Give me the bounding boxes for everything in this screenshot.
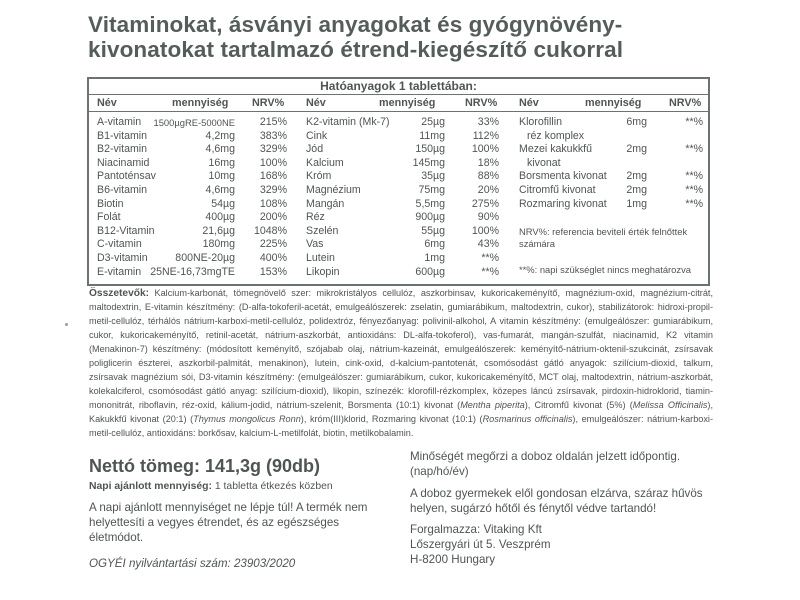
ingredients-paragraph: [89, 287, 713, 440]
header-amount-2: mennyiség: [379, 97, 436, 109]
ingredient-name: K2-vitamin (Mk-7): [306, 116, 390, 128]
ingredients-italic-3: Thymus mongolicus Ronn: [193, 413, 301, 424]
ingredient-amount: 1mg: [424, 252, 445, 264]
ingredient-amount: 900µg: [415, 211, 445, 224]
ingredient-name: Borsmenta kivonat: [519, 170, 607, 183]
header-amount-3: mennyiség: [585, 97, 642, 109]
ingredient-nrv: 108%: [259, 197, 287, 210]
ingredient-name: B6-vitamin: [97, 184, 148, 196]
header-name-3: Név: [519, 97, 539, 109]
table-heading: Hatóanyagok 1 tablettában:: [320, 79, 477, 93]
ingredient-name: Likopin: [306, 265, 340, 278]
nrv-note: [519, 226, 687, 250]
header-amount-1: mennyiség: [172, 97, 229, 109]
table-divider-top: [89, 94, 708, 95]
distributor-line-1: Forgalmazza: Vitaking Kft: [410, 523, 542, 536]
ingredient-amount: 35µg: [421, 170, 445, 183]
ingredients-label: Összetevők:: [89, 288, 150, 299]
ogyei-registration: OGYÉI nyilvántartási szám: 23903/2020: [89, 557, 296, 570]
ingredients-italic-4: Rosmarinus officinalis: [482, 413, 573, 424]
ingredient-nrv: 112%: [472, 129, 499, 142]
ingredient-nrv: **%: [685, 170, 703, 183]
stray-dot: [65, 323, 68, 326]
ingredient-amount: 2mg: [626, 184, 647, 196]
header-nrv-2: NRV%: [465, 97, 498, 109]
ingredient-nrv: 33%: [477, 116, 499, 128]
ingredient-nrv: 383%: [259, 129, 287, 142]
ingredients-italic-1: Mentha piperita: [460, 399, 525, 410]
ingredient-nrv: 43%: [477, 238, 499, 251]
net-weight: Nettó tömeg: 141,3g (90db): [89, 456, 321, 476]
ingredient-nrv: 200%: [259, 211, 287, 224]
ingredient-name-continued: réz komplex: [527, 129, 585, 142]
ingredient-name: Kalcium: [306, 156, 344, 169]
ingredient-amount: 150µg: [415, 143, 445, 156]
ingredient-amount: 10mg: [208, 170, 235, 183]
header-nrv-3: NRV%: [669, 97, 702, 109]
ingredient-nrv: 329%: [259, 184, 287, 196]
ingredient-amount: 6mg: [424, 238, 445, 251]
ingredient-nrv: **%: [685, 197, 703, 210]
ingredient-nrv: **%: [685, 143, 703, 156]
ingredient-name: Magnézium: [306, 184, 361, 196]
ingredient-amount: 55µg: [421, 224, 445, 237]
ingredient-amount: 4,6mg: [205, 184, 235, 196]
ingredient-name: E-vitamin: [97, 265, 142, 278]
ingredients-text-3: ), Kakukkfű kivonat (20:1) (: [89, 399, 713, 424]
ingredient-name: B2-vitamin: [97, 143, 148, 156]
ingredient-name: Niacinamid: [97, 156, 150, 169]
ingredient-name: Szelén: [306, 224, 339, 237]
ingredient-amount: 1mg: [626, 197, 647, 210]
dosage-warning: A napi ajánlott mennyiséget ne lépje túl! A termék nem helyettesíti a vegyes étrendet, és az egészséges életmódot.: [89, 501, 368, 545]
header-name-2: Név: [306, 97, 326, 109]
storage-text: A doboz gyermekek elől gondosan elzárva, száraz hűvös helyen, sugárzó hőtől és fénytől védve tartandó!: [410, 487, 703, 516]
ingredient-name: Réz: [306, 211, 325, 224]
ingredient-amount: 25µg: [421, 116, 445, 128]
best-before-text: Minőségét megőrzi a doboz oldalán jelzett időpontig. (nap/hó/év): [410, 450, 681, 479]
daily-dose: [89, 480, 333, 493]
ingredient-name: Klorofillin: [519, 116, 562, 128]
title-line-1: Vitaminokat, ásványi anyagokat és gyógynövény-: [88, 12, 623, 37]
ingredient-amount: 145mg: [412, 156, 445, 169]
table-divider-header: [89, 111, 708, 112]
daily-dose-label: Napi ajánlott mennyiség:: [89, 481, 212, 492]
ingredient-nrv: 100%: [471, 224, 499, 237]
ingredient-nrv: **%: [685, 116, 703, 128]
ingredient-nrv: 88%: [477, 170, 499, 183]
distributor-line-3: H-8200 Hungary: [410, 553, 496, 567]
ingredient-nrv: 153%: [259, 265, 287, 278]
ingredient-nrv: 400%: [259, 252, 287, 264]
ingredient-name: A-vitamin: [97, 116, 142, 128]
ingredient-amount: 4,2mg: [205, 129, 235, 142]
ingredient-amount: 16mg: [208, 156, 235, 169]
active-ingredients-table: [87, 77, 710, 286]
ingredient-name: C-vitamin: [97, 238, 142, 251]
ingredient-amount: 1500µgRE-5000NE: [153, 117, 235, 128]
ingredient-nrv: 168%: [259, 170, 287, 183]
product-title: [88, 12, 788, 62]
nrv-note-line-2: számára: [519, 238, 555, 249]
ingredient-name: Jód: [306, 143, 324, 156]
ingredient-nrv: 100%: [259, 156, 287, 169]
ingredient-amount: 400µg: [205, 211, 235, 224]
header-name-1: Név: [97, 97, 117, 109]
ingredient-nrv: **%: [481, 265, 499, 278]
distributor-line-2: Lőszergyári út 5. Veszprém: [410, 538, 551, 552]
ingredient-nrv: 215%: [259, 116, 287, 128]
header-nrv-1: NRV%: [252, 97, 285, 109]
ingredient-amount: 54µg: [211, 197, 235, 210]
ingredient-amount: 75mg: [418, 184, 445, 196]
distributor-block: [410, 522, 720, 568]
ingredient-name: Lutein: [306, 252, 335, 264]
ingredient-amount: 6mg: [626, 116, 647, 128]
ingredient-name: Cink: [306, 129, 328, 142]
ingredients-text-5: ), emulgeálószer: nátrium-karboxi-metil-cellulóz, antioxidáns: borkősav, kalcium-L-metilfolát, biotin, metilkobalamin.: [89, 413, 714, 438]
ingredient-nrv: 18%: [477, 156, 499, 169]
ingredient-name: Citromfű kivonat: [519, 184, 596, 196]
ingredient-nrv: 100%: [471, 143, 499, 156]
ingredients-text-4: ), króm(III)klorid, Rozmaring kivonat (10:1) (: [300, 413, 483, 424]
ingredient-name: B1-vitamin: [97, 129, 148, 142]
ingredients-text-1: Kalcium-karbonát, tömegnövelő szer: mikrokristályos cellulóz, aszkorbinsav, kukoricakeményítő, magnézium-oxid, magnézium-citrát, maltodextrin, E-vitamin készítmény: (D-alfa-tokoferil-acetát, emulgeálószerek: zselatin, gumiarábikum, maltodextrin, cukor), stabilizátorok: hidroxi-propil-metil-cellulóz, térhálós nátrium-karboxi-metil-cellulóz, polidextróz, fényezőanyag: polivinil-alkohol, A vitamin készítmény: (emulgeálószer: gumiarábikum, cukor, kukoricakeményítő, retinil-acetát, nátrium-aszkorbát, antioxidáns: DL-alfa-tokoferol), vas-fumarát, mangán-szulfát, niacinamid, K2 vitamin (Menakinon-7) készítmény: (módosított keményítő, szójabab olaj, nátrium-kazeinát, emulgeálószerek: keményítő-nátrium-oktenil-szukcinát, zsírsavak poliglicerin észterei, aszkorbil-palmitát, menakinon), lutein, cink-oxid, d-kalcium-pantotenát, csomósodást gátló anyagok: szilícium-dioxid, talkum, zsírsavak magnézium sói, D3-vitamin készítmény: (emulgeálószer: gumiarábikum, cukor, kukoricakeményítő, MCT olaj, maltodextrin, nátrium-aszkorbát, kolekalciferol, csomósodást gátló anyag: szilícium-dioxid), likopin, színezék: klorofill-rézkomplex, közepes láncú zsírsavak, pirdoxin-hidroklorid, tiamin-mononitrát, riboflavin, réz-oxid, kálium-jodid, nátrium-szelenit, Borsmenta (10:1) kivonat (: [89, 288, 713, 410]
ingredient-amount: 2mg: [626, 143, 647, 156]
ingredient-amount: 21,6µg: [202, 224, 235, 237]
ingredient-name: Pantoténsav: [97, 170, 156, 183]
daily-dose-value: 1 tabletta étkezés közben: [211, 481, 333, 492]
ingredient-name: Vas: [306, 238, 324, 251]
title-line-2: kivonatokat tartalmazó étrend-kiegészítő cukorral: [88, 37, 624, 62]
ingredient-name: Króm: [306, 170, 332, 183]
ingredient-amount: 4,6mg: [205, 143, 235, 156]
ingredient-name: B12-Vitamin: [97, 224, 155, 237]
ingredient-amount: 2mg: [626, 170, 647, 183]
ingredient-name: Rozmaring kivonat: [519, 197, 607, 210]
ingredient-amount: 11mg: [419, 129, 445, 142]
ingredient-name-continued: kivonat: [527, 156, 561, 169]
ingredient-amount: 600µg: [415, 265, 445, 278]
ingredient-nrv: **%: [685, 184, 703, 196]
ingredient-amount: 5,5mg: [415, 197, 445, 210]
ingredients-italic-2: Melissa Officinalis: [632, 399, 708, 410]
ingredient-name: Folát: [97, 211, 121, 224]
ingredient-name: Mangán: [306, 197, 345, 210]
ingredient-amount: 180mg: [202, 238, 235, 251]
ingredient-amount: 25NE-16,73mgTE: [150, 265, 235, 278]
ingredient-nrv: 90%: [477, 211, 499, 224]
ingredient-nrv: 1048%: [254, 224, 287, 237]
ingredients-text-2: ), Citromfű kivonat (5%) (: [524, 399, 633, 410]
nrv-note-line-1: NRV%: referencia beviteli érték felnőttek: [519, 226, 688, 237]
ingredient-nrv: **%: [481, 252, 499, 264]
ingredient-name: D3-vitamin: [97, 252, 148, 264]
ingredient-nrv: 329%: [259, 143, 287, 156]
ingredient-name: Mezei kakukkfű: [519, 143, 593, 156]
ingredient-name: Biotin: [97, 197, 124, 210]
ingredient-nrv: 225%: [259, 238, 287, 251]
undefined-need-note: **%: napi szükséglet nincs meghatározva: [519, 264, 691, 275]
ingredient-nrv: 20%: [477, 184, 499, 196]
ingredient-nrv: 275%: [471, 197, 499, 210]
ingredient-amount: 800NE-20µg: [175, 252, 235, 264]
